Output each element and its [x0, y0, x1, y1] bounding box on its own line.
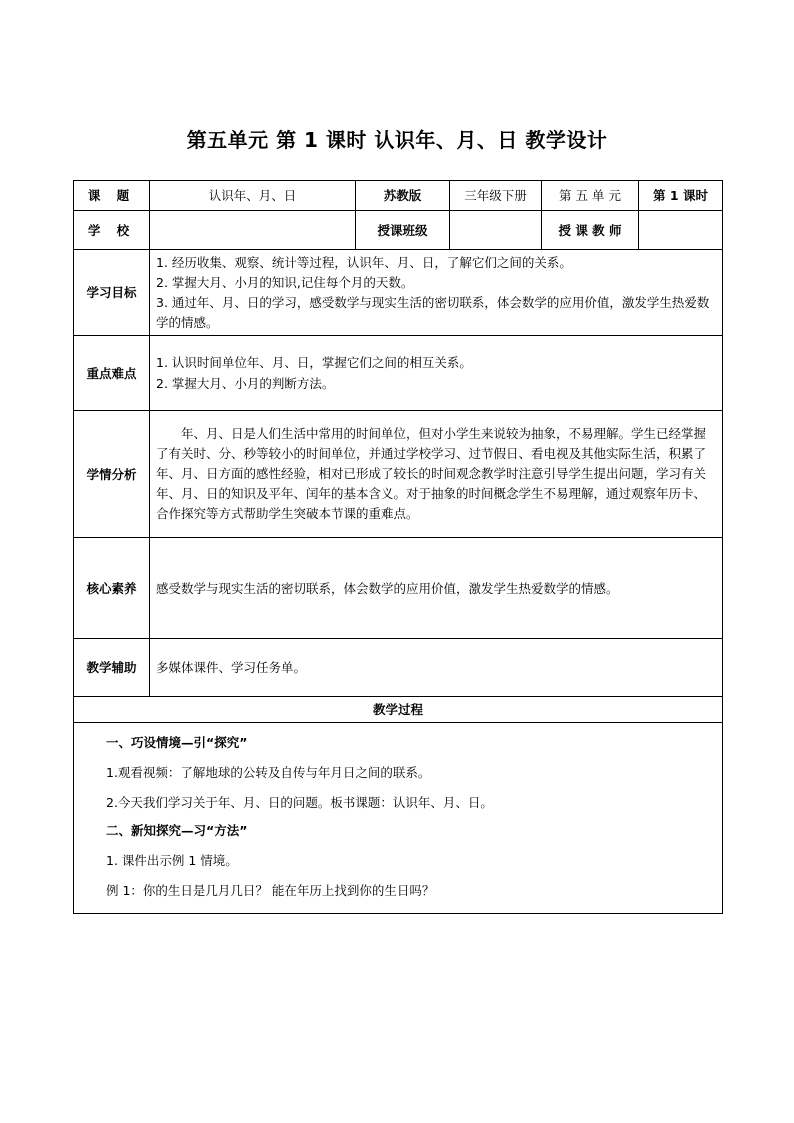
process-item: 2.今天我们学习关于年、月、日的问题。板书课题：认识年、月、日。: [106, 795, 493, 810]
publisher: 苏教版: [356, 181, 450, 211]
lesson-plan-table: [73, 180, 723, 914]
school-row: [74, 211, 723, 250]
class-value: [450, 211, 542, 250]
page-title: 第五单元 第 1 课时 认识年、月、日 教学设计: [186, 128, 608, 152]
analysis-content: 年、月、日是人们生活中常用的时间单位，但对小学生来说较为抽象，不易理解。学生已经掌握了有关时、分、秒等较小的时间单位，并通过学校学习、过节假日、看电视及其他实际生活，积累了年、月、日方面的感性经验，相对已形成了较长的时间观念教学时注意引导学生提出问题，学习有关年、月、日的知识及平年、闰年的基本含义。对于抽象的时间概念学生不易理解，通过观察年历卡、合作探究等方式帮助学生突破本节课的重难点。: [150, 411, 723, 538]
key-points-content: [150, 336, 723, 411]
process-header-row: [74, 697, 723, 723]
topic-row: [74, 181, 723, 211]
goal-item: 3. 通过年、月、日的学习，感受数学与现实生活的密切联系，体会数学的应用价值，激发学生热爱数学的情感。: [156, 294, 710, 330]
process-part1-title: 一、巧设情境—引“探究”: [106, 735, 248, 750]
process-item: 1.观看视频：了解地球的公转及自传与年月日之间的联系。: [106, 765, 431, 780]
unit: 第 五 单 元: [542, 181, 639, 211]
aids-label: 教学辅助: [74, 639, 150, 697]
process-body-row: [74, 723, 723, 914]
process-content: [74, 723, 723, 914]
process-part2-title: 二、新知探究—习“方法”: [106, 823, 248, 838]
process-item: 例 1：你的生日是几月几日？ 能在年历上找到你的生日吗？: [106, 883, 435, 898]
class-label: 授课班级: [356, 211, 450, 250]
school-label: 学 校: [74, 211, 150, 250]
goals-label: 学习目标: [74, 250, 150, 336]
teacher-label: 授 课 教 师: [542, 211, 639, 250]
key-points-row: [74, 336, 723, 411]
aids-content: 多媒体课件、学习任务单。: [150, 639, 723, 697]
grade: 三年级下册: [450, 181, 542, 211]
topic-label: 课 题: [74, 181, 150, 211]
goals-content: [150, 250, 723, 336]
process-label: 教学过程: [74, 697, 723, 723]
key-points-label: 重点难点: [74, 336, 150, 411]
literacy-label: 核心素养: [74, 538, 150, 639]
goals-row: [74, 250, 723, 336]
goal-item: 2. 掌握大月、小月的知识,记住每个月的天数。: [156, 274, 414, 290]
school-value: [150, 211, 356, 250]
aids-row: [74, 639, 723, 697]
analysis-label: 学情分析: [74, 411, 150, 538]
process-item: 1. 课件出示例 1 情境。: [106, 853, 238, 868]
goal-item: 1. 经历收集、观察、统计等过程，认识年、月、日，了解它们之间的关系。: [156, 254, 572, 270]
key-point-item: 1. 认识时间单位年、月、日，掌握它们之间的相互关系。: [156, 355, 472, 370]
topic-value: 认识年、月、日: [150, 181, 356, 211]
analysis-row: [74, 411, 723, 538]
literacy-row: [74, 538, 723, 639]
literacy-content: 感受数学与现实生活的密切联系，体会数学的应用价值，激发学生热爱数学的情感。: [150, 538, 723, 639]
key-point-item: 2. 掌握大月、小月的判断方法。: [156, 376, 335, 391]
lesson: 第 1 课时: [639, 181, 723, 211]
teacher-value: [639, 211, 723, 250]
